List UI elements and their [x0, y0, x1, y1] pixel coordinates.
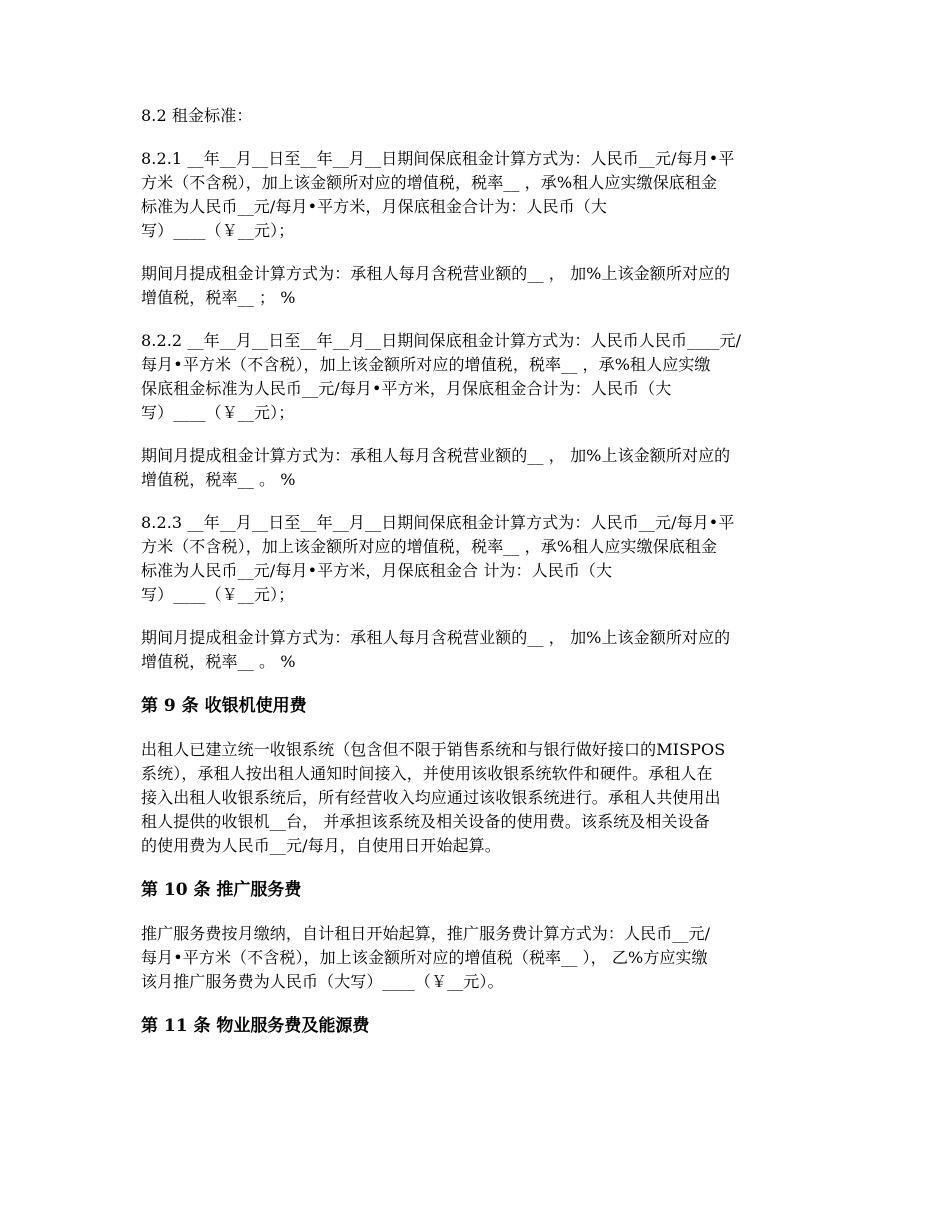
- text-line: 出租人已建立统一收银系统（包含但不限于销售系统和与银行做好接口的MISPOS: [141, 740, 726, 759]
- text-line: 系统），承租人按出租人通知时间接入，并使用该收银系统软件和硬件。承租人在: [141, 764, 713, 783]
- text-line: 写）____（￥__元）；: [141, 585, 295, 604]
- article-number: 11: [163, 1016, 188, 1036]
- text-line: 每月•平方米（不含税），加上该金额所对应的增值税，税率__ ，承%租人应实缴: [141, 355, 711, 374]
- clause-8-2-2-commission: [141, 444, 816, 492]
- text-line: 增值税，税率__ ； %: [141, 288, 296, 307]
- article-10-heading: [141, 877, 816, 903]
- text-line: 期间月提成租金计算方式为：承租人每月含税营业额的__ ， 加%上该金额所对应的: [141, 264, 731, 283]
- clause-8-2-3-commission: [141, 626, 816, 674]
- text-line: 写）____（￥__元）；: [141, 403, 295, 422]
- clause-8-2-2: [141, 329, 816, 425]
- heading-prefix: 第: [141, 696, 164, 716]
- text-line: 的使用费为人民币__元/每月，自使用日开始起算。: [141, 836, 501, 855]
- article-10-body: [141, 922, 816, 994]
- article-number: 9: [163, 696, 176, 716]
- text-line: 标准为人民币__元/每月•平方米，月保底租金合 计为：人民币（大: [141, 561, 613, 580]
- clause-8-2-3: [141, 511, 816, 607]
- document-page: [141, 104, 816, 1058]
- article-number: 10: [163, 880, 188, 900]
- article-9-heading: [141, 693, 816, 719]
- article-11-heading: [141, 1013, 816, 1039]
- text-line: 写）____（￥__元）；: [141, 221, 295, 240]
- text-line: 期间月提成租金计算方式为：承租人每月含税营业额的__ ， 加%上该金额所对应的: [141, 628, 731, 647]
- text-line: 标准为人民币__元/每月•平方米，月保底租金合计为：人民币（大: [141, 197, 607, 216]
- text-line: 8.2.1 __年__月__日至__年__月__日期间保底租金计算方式为：人民币__元/每月•平: [141, 149, 735, 168]
- heading-prefix: 第: [141, 880, 164, 900]
- text-line: 方米（不含税），加上该金额所对应的增值税，税率__ ，承%租人应实缴保底租金: [141, 173, 718, 192]
- heading-suffix: 条 收银机使用费: [175, 696, 307, 716]
- heading-prefix: 第: [141, 1016, 164, 1036]
- clause-8-2-1: [141, 147, 816, 243]
- text-line: 每月•平方米（不含税），加上该金额所对应的增值税（税率__ ）， 乙%方应实缴: [141, 948, 708, 967]
- text-line: 8.2.3 __年__月__日至__年__月__日期间保底租金计算方式为：人民币__元/每月•平: [141, 513, 735, 532]
- text-line: 保底租金标准为人民币__元/每月•平方米，月保底租金合计为：人民币（大: [141, 379, 672, 398]
- text-line: 期间月提成租金计算方式为：承租人每月含税营业额的__ ， 加%上该金额所对应的: [141, 446, 731, 465]
- text-line: 该月推广服务费为人民币（大写）____（￥__元）。: [141, 972, 504, 991]
- section-title-text: 8.2 租金标准：: [141, 106, 253, 125]
- text-line: 增值税，税率__ 。 %: [141, 470, 296, 489]
- article-9-body: [141, 738, 816, 858]
- heading-suffix: 条 物业服务费及能源费: [187, 1016, 370, 1036]
- heading-suffix: 条 推广服务费: [187, 880, 302, 900]
- section-8-2-title: [141, 104, 816, 128]
- text-line: 增值税，税率__ 。 %: [141, 652, 296, 671]
- clause-8-2-1-commission: [141, 262, 816, 310]
- text-line: 租人提供的收银机__台， 并承担该系统及相关设备的使用费。该系统及相关设备: [141, 812, 710, 831]
- text-line: 推广服务费按月缴纳，自计租日开始起算，推广服务费计算方式为：人民币__元/: [141, 924, 711, 943]
- text-line: 接入出租人收银系统后，所有经营收入均应通过该收银系统进行。承租人共使用出: [141, 788, 721, 807]
- text-line: 8.2.2 __年__月__日至__年__月__日期间保底租金计算方式为：人民币人民币____元/: [141, 331, 742, 350]
- text-line: 方米（不含税），加上该金额所对应的增值税，税率__ ，承%租人应实缴保底租金: [141, 537, 718, 556]
